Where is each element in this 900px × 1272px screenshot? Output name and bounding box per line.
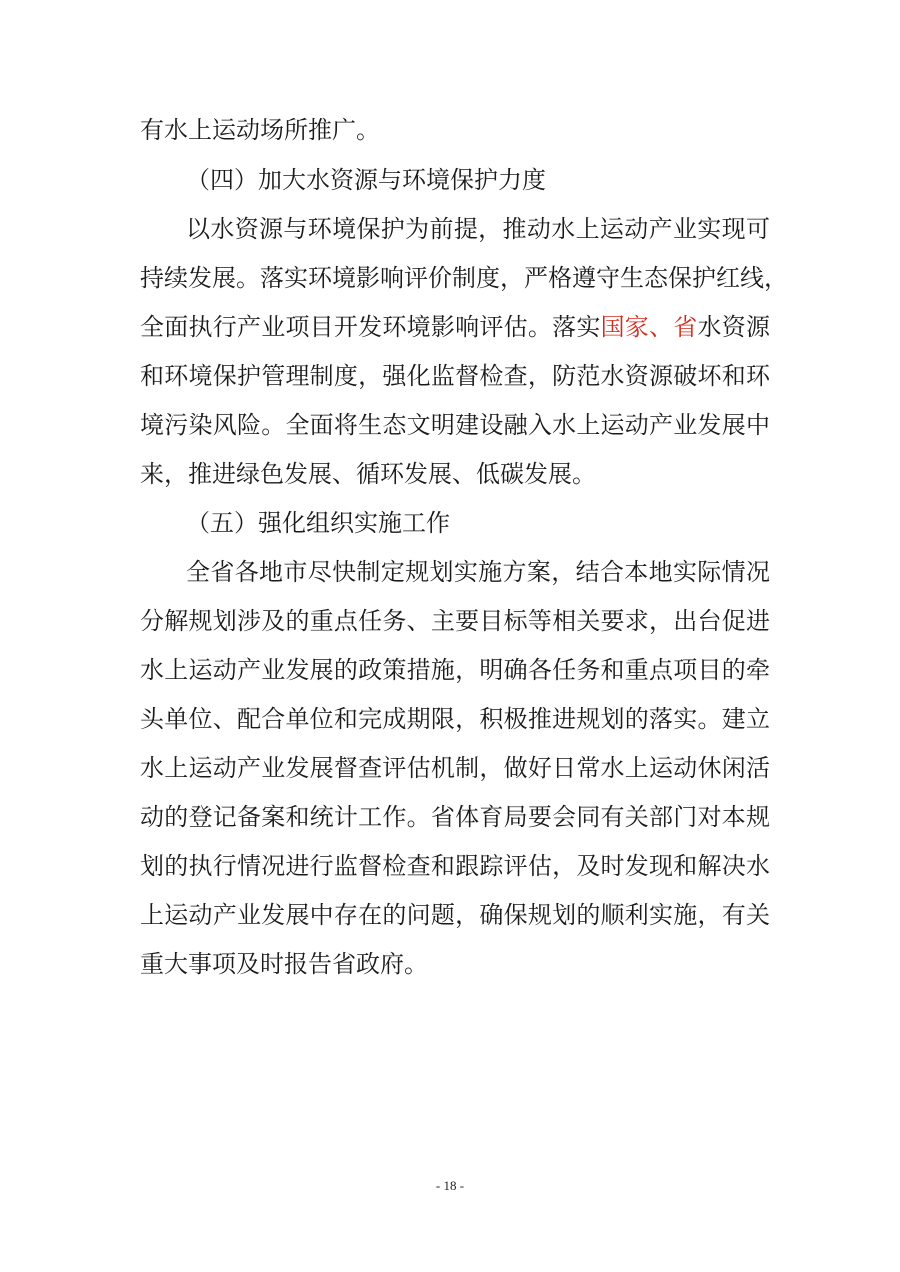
page-number: - 18 - <box>435 1178 465 1193</box>
section-heading-5: （五）强化组织实施工作 <box>186 509 450 537</box>
paragraph-line: 境污染风险。全面将生态文明建设融入水上运动产业发展中 <box>140 411 770 439</box>
paragraph-line: 水上运动产业发展督查评估机制，做好日常水上运动休闲活 <box>140 754 770 782</box>
paragraph-line: 分解规划涉及的重点任务、主要目标等相关要求，出台促进 <box>140 607 770 635</box>
paragraph-line: 全省各地市尽快制定规划实施方案，结合本地实际情况 <box>186 558 770 586</box>
paragraph-line: 重大事项及时报告省政府。 <box>140 950 428 978</box>
paragraph-line: 划的执行情况进行监督检查和跟踪评估，及时发现和解决水 <box>140 852 770 880</box>
paragraph-line-with-highlight <box>140 307 770 347</box>
highlighted-text: 国家、省 <box>600 313 698 341</box>
paragraph-line: 持续发展。落实环境影响评价制度，严格遵守生态保护红线， <box>140 264 788 292</box>
paragraph-line: 上运动产业发展中存在的问题，确保规划的顺利实施，有关 <box>140 901 770 929</box>
paragraph-line: 头单位、配合单位和完成期限，积极推进规划的落实。建立 <box>140 705 770 733</box>
paragraph-line: 以水资源与环境保护为前提，推动水上运动产业实现可 <box>186 215 770 243</box>
paragraph-text: 水资源 <box>697 313 771 341</box>
paragraph-line: 动的登记备案和统计工作。省体育局要会同有关部门对本规 <box>140 803 770 831</box>
paragraph-line: 水上运动产业发展的政策措施，明确各任务和重点项目的牵 <box>140 656 770 684</box>
section-heading-4: （四）加大水资源与环境保护力度 <box>186 166 546 194</box>
paragraph-line: 和环境保护管理制度，强化监督检查，防范水资源破坏和环 <box>140 362 770 390</box>
paragraph-line: 来，推进绿色发展、循环发展、低碳发展。 <box>140 460 596 488</box>
paragraph-text: 全面执行产业项目开发环境影响评估。落实 <box>140 313 601 341</box>
paragraph-line: 有水上运动场所推广。 <box>140 116 380 144</box>
